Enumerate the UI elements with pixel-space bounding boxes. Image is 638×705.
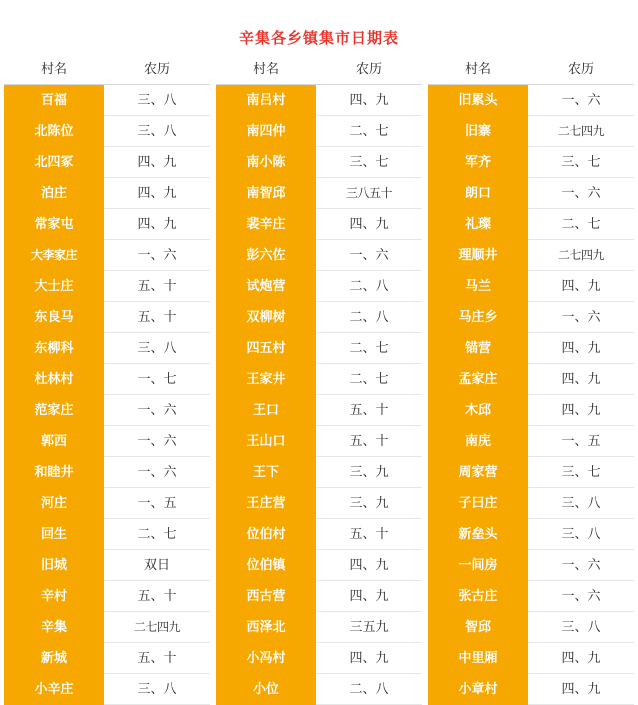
- table-cell-date: 五、十: [316, 519, 422, 550]
- table-row: 朗口: [428, 178, 528, 209]
- table-cell-date: 二、七: [104, 519, 210, 550]
- table-row: 南庑: [428, 426, 528, 457]
- table-cell-date: 二、八: [316, 271, 422, 302]
- table-row: 南吕村: [216, 85, 316, 116]
- table-row: 辛集: [4, 612, 104, 643]
- table-row: 马兰: [428, 271, 528, 302]
- table-row: 一间房: [428, 550, 528, 581]
- table-cell-date: 三、九: [316, 488, 422, 519]
- table-cell-date: 二、七: [528, 209, 634, 240]
- table-row: 军齐: [428, 147, 528, 178]
- table-row: 南小陈: [216, 147, 316, 178]
- table-cell-date: 一、五: [528, 426, 634, 457]
- table-cell-date: 一、七: [104, 364, 210, 395]
- table-cell-date: 三、九: [316, 457, 422, 488]
- table-row: 河庄: [4, 488, 104, 519]
- table-row: 王口: [216, 395, 316, 426]
- table-row: 新垒头: [428, 519, 528, 550]
- header-date-1: 农历: [104, 54, 210, 85]
- table-cell-date: 二七四九: [528, 240, 634, 271]
- table-row: 孟家庄: [428, 364, 528, 395]
- table-cell-date: 双日: [104, 550, 210, 581]
- table-cell-date: 一、六: [104, 395, 210, 426]
- table-cell-date: 二、八: [316, 302, 422, 333]
- table-row: 小章村: [428, 674, 528, 705]
- table-cell-date: 四、九: [528, 674, 634, 705]
- table-cell-date: 五、十: [104, 271, 210, 302]
- table-cell-date: 三、八: [528, 488, 634, 519]
- table-cell-date: 三、八: [528, 612, 634, 643]
- table-row: 王庄营: [216, 488, 316, 519]
- table-cell-date: 一、六: [528, 581, 634, 612]
- table-row: 锚营: [428, 333, 528, 364]
- table-cell-date: 一、六: [528, 85, 634, 116]
- table-row: 大李家庄: [4, 240, 104, 271]
- table-cell-date: 四、九: [528, 333, 634, 364]
- table-row: 中里厢: [428, 643, 528, 674]
- table-cell-date: 二、八: [316, 674, 422, 705]
- table-cell-date: 一、五: [104, 488, 210, 519]
- table-row: 周家营: [428, 457, 528, 488]
- table-cell-date: 五、十: [316, 395, 422, 426]
- table-cell-date: 三、八: [104, 674, 210, 705]
- table-row: 东良马: [4, 302, 104, 333]
- table-row: 小冯村: [216, 643, 316, 674]
- table-cell-date: 三、八: [104, 333, 210, 364]
- table-cell-date: 五、十: [104, 581, 210, 612]
- table-row: 南智邱: [216, 178, 316, 209]
- table-cell-date: 四、九: [316, 550, 422, 581]
- column-name-2: [216, 54, 316, 705]
- table-cell-date: 一、六: [104, 426, 210, 457]
- table-row: 范家庄: [4, 395, 104, 426]
- table-block-2: [216, 54, 422, 705]
- table-row: 郭西: [4, 426, 104, 457]
- page-title: 辛集各乡镇集市日期表: [238, 30, 399, 47]
- table-cell-date: 二、七: [316, 333, 422, 364]
- table-cell-date: 三八五十: [316, 178, 422, 209]
- table-cell-date: 三、七: [528, 147, 634, 178]
- table-row: 北陈位: [4, 116, 104, 147]
- table-row: 智邱: [428, 612, 528, 643]
- table-row: 张古庄: [428, 581, 528, 612]
- table-row: 辛村: [4, 581, 104, 612]
- table-row: 裴辛庄: [216, 209, 316, 240]
- table-block-3: [428, 54, 634, 705]
- table-row: 常家屯: [4, 209, 104, 240]
- header-date-3: 农历: [528, 54, 634, 85]
- table-row: 木邱: [428, 395, 528, 426]
- column-date-2: [316, 54, 422, 705]
- table-cell-date: 二、七: [316, 364, 422, 395]
- table-cell-date: 四、九: [104, 209, 210, 240]
- table-cell-date: 二七四九: [528, 116, 634, 147]
- table-cell-date: 四、九: [316, 85, 422, 116]
- table-row: 礼璨: [428, 209, 528, 240]
- table-block-1: [4, 54, 210, 705]
- table-row: 试炮营: [216, 271, 316, 302]
- header-name-1: 村名: [4, 54, 104, 85]
- table-row: 东柳科: [4, 333, 104, 364]
- table-cell-date: 四、九: [104, 178, 210, 209]
- table-row: 旧累头: [428, 85, 528, 116]
- column-date-3: [528, 54, 634, 705]
- table-cell-date: 三、七: [528, 457, 634, 488]
- column-name-1: [4, 54, 104, 705]
- table-row: 王下: [216, 457, 316, 488]
- table-row: 回生: [4, 519, 104, 550]
- table-cell-date: 三、八: [528, 519, 634, 550]
- table-cell-date: 二、七: [316, 116, 422, 147]
- header-date-2: 农历: [316, 54, 422, 85]
- table-cell-date: 四、九: [528, 395, 634, 426]
- table-row: 彭六佐: [216, 240, 316, 271]
- column-date-1: [104, 54, 210, 705]
- table-row: 泊庄: [4, 178, 104, 209]
- table-row: 位伯村: [216, 519, 316, 550]
- table-cell-date: 四、九: [104, 147, 210, 178]
- table-row: 杜林村: [4, 364, 104, 395]
- header-name-2: 村名: [216, 54, 316, 85]
- table-cell-date: 四、九: [528, 364, 634, 395]
- table-cell-date: 一、六: [104, 457, 210, 488]
- table-cell-date: 四、九: [528, 271, 634, 302]
- table-row: 小辛庄: [4, 674, 104, 705]
- header-name-3: 村名: [428, 54, 528, 85]
- table-cell-date: 三五九: [316, 612, 422, 643]
- table-cell-date: 一、六: [528, 178, 634, 209]
- table-row: 大士庄: [4, 271, 104, 302]
- column-name-3: [428, 54, 528, 705]
- table-cell-date: 四、九: [316, 643, 422, 674]
- market-schedule-table: [0, 54, 638, 705]
- table-row: 西泽北: [216, 612, 316, 643]
- table-row: 子曰庄: [428, 488, 528, 519]
- table-row: 南四仲: [216, 116, 316, 147]
- table-cell-date: 四、九: [528, 643, 634, 674]
- table-cell-date: 三、七: [316, 147, 422, 178]
- table-row: 理顺井: [428, 240, 528, 271]
- table-cell-date: 一、六: [104, 240, 210, 271]
- table-cell-date: 一、六: [528, 550, 634, 581]
- table-row: 北四冢: [4, 147, 104, 178]
- table-cell-date: 二七四九: [104, 612, 210, 643]
- table-row: 马庄乡: [428, 302, 528, 333]
- table-row: 四五村: [216, 333, 316, 364]
- table-row: 新城: [4, 643, 104, 674]
- table-cell-date: 一、六: [528, 302, 634, 333]
- table-row: 百福: [4, 85, 104, 116]
- table-row: 旧寨: [428, 116, 528, 147]
- table-row: 王家井: [216, 364, 316, 395]
- table-row: 位伯镇: [216, 550, 316, 581]
- table-cell-date: 三、八: [104, 85, 210, 116]
- table-row: 西古营: [216, 581, 316, 612]
- table-cell-date: 四、九: [316, 581, 422, 612]
- table-cell-date: 五、十: [104, 643, 210, 674]
- table-cell-date: 四、九: [316, 209, 422, 240]
- table-cell-date: 五、十: [104, 302, 210, 333]
- table-row: 小位: [216, 674, 316, 705]
- table-row: 旧城: [4, 550, 104, 581]
- table-row: 王山口: [216, 426, 316, 457]
- table-cell-date: 三、八: [104, 116, 210, 147]
- table-row: 双柳树: [216, 302, 316, 333]
- table-cell-date: 五、十: [316, 426, 422, 457]
- table-cell-date: 一、六: [316, 240, 422, 271]
- table-row: 和睦井: [4, 457, 104, 488]
